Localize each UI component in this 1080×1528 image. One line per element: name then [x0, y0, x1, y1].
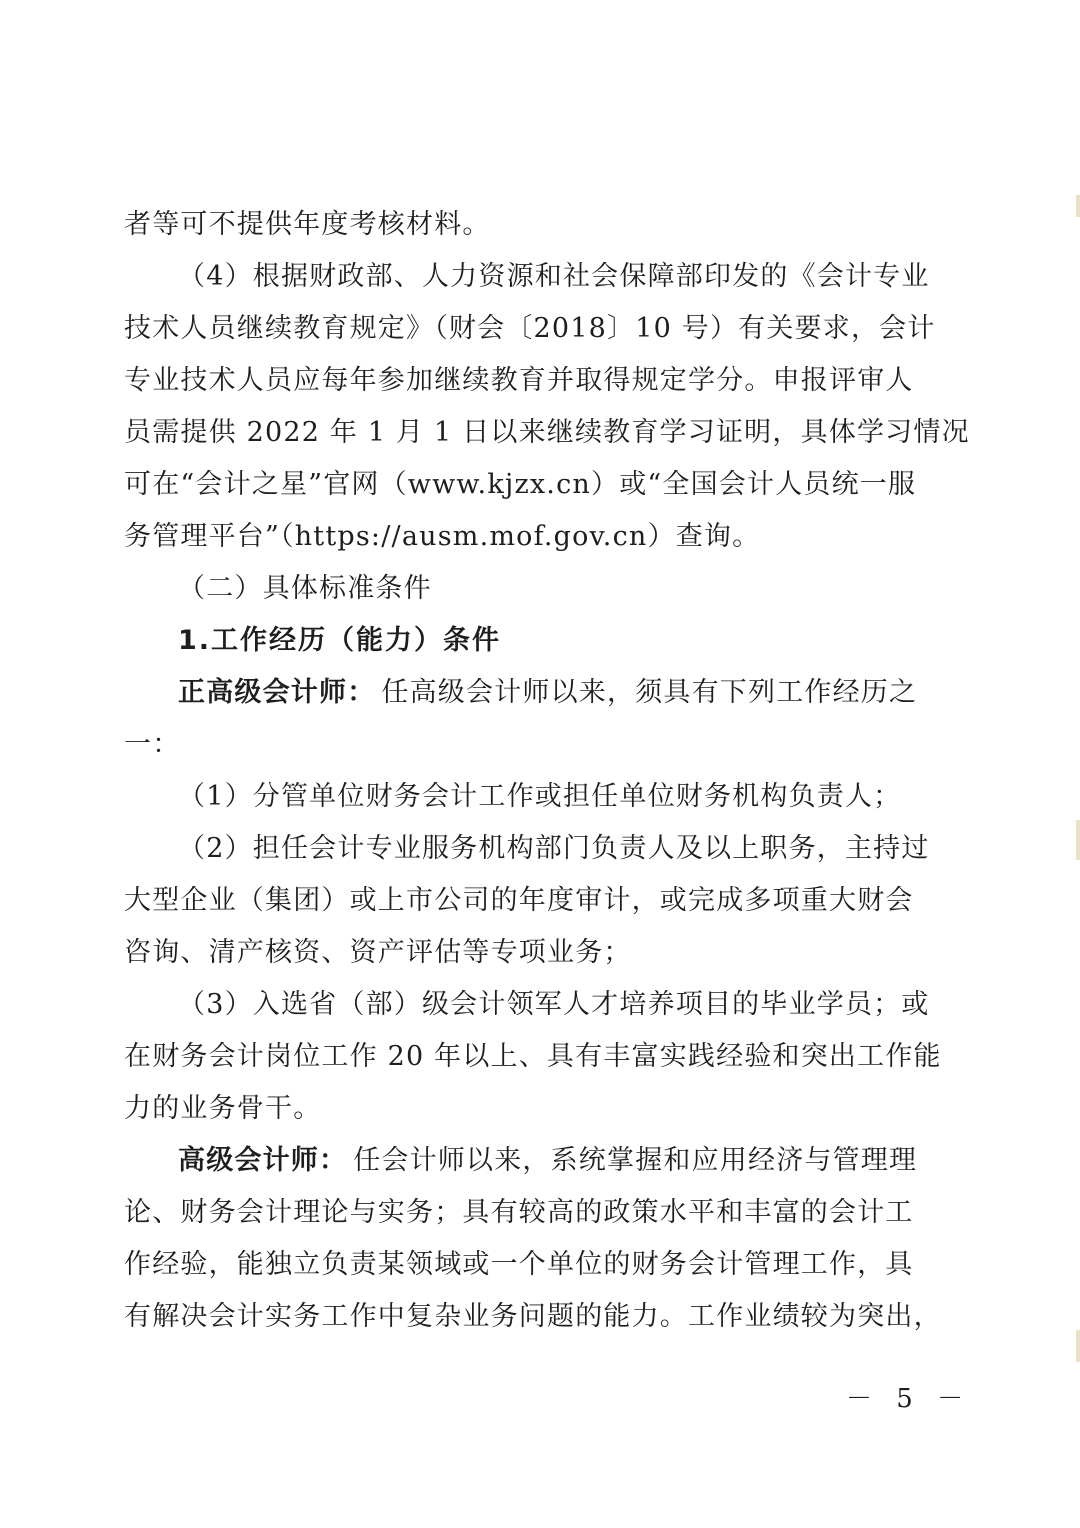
- paragraph-line: 可在“会计之星”官网（www.kjzx.cn）或“全国会计人员统一服: [124, 469, 917, 500]
- paragraph-line: 员需提供 2022 年 1 月 1 日以来继续教育学习证明，具体学习情况: [124, 417, 970, 448]
- paragraph-line: 大型企业（集团）或上市公司的年度审计，或完成多项重大财会: [124, 885, 914, 916]
- page-number: － 5 －: [846, 1384, 972, 1414]
- high-accountant-label: 高级会计师：: [178, 1145, 348, 1176]
- senior-accountant-paragraph: [178, 673, 918, 713]
- paragraph-line: （2）担任会计专业服务机构部门负责人及以上职务，主持过: [178, 833, 930, 864]
- senior-accountant-text: 任高级会计师以来，须具有下列工作经历之: [381, 677, 918, 708]
- scan-edge-mark: [1076, 820, 1080, 860]
- paragraph-line: 力的业务骨干。: [124, 1093, 322, 1124]
- scan-edge-mark: [1076, 195, 1080, 217]
- paragraph-line: （3）入选省（部）级会计领军人才培养项目的毕业学员；或: [178, 989, 930, 1020]
- senior-accountant-label: 正高级会计师：: [178, 677, 376, 708]
- high-accountant-text: 任会计师以来，系统掌握和应用经济与管理理: [353, 1145, 918, 1176]
- paragraph-line: 一：: [124, 729, 181, 760]
- paragraph-line: 者等可不提供年度考核材料。: [124, 209, 491, 240]
- paragraph-line: （1）分管单位财务会计工作或担任单位财务机构负责人；: [178, 781, 902, 812]
- paragraph-line: （4）根据财政部、人力资源和社会保障部印发的《会计专业: [178, 261, 930, 292]
- paragraph-line: 在财务会计岗位工作 20 年以上、具有丰富实践经验和突出工作能: [124, 1041, 942, 1072]
- high-accountant-paragraph: [178, 1141, 918, 1181]
- paragraph-line: 作经验，能独立负责某领域或一个单位的财务会计管理工作，具: [124, 1249, 914, 1280]
- paragraph-line: 咨询、清产核资、资产评估等专项业务；: [124, 937, 632, 968]
- subsection-heading: 1.工作经历（能力）条件: [178, 625, 502, 656]
- scan-edge-mark: [1076, 1330, 1080, 1362]
- section-heading: （二）具体标准条件: [178, 573, 432, 604]
- paragraph-line: 有解决会计实务工作中复杂业务问题的能力。工作业绩较为突出，: [124, 1301, 942, 1332]
- paragraph-line: 专业技术人员应每年参加继续教育并取得规定学分。申报评审人: [124, 365, 914, 396]
- paragraph-line: 论、财务会计理论与实务；具有较高的政策水平和丰富的会计工: [124, 1197, 914, 1228]
- paragraph-line: 技术人员继续教育规定》（财会〔2018〕10 号）有关要求，会计: [124, 313, 936, 344]
- paragraph-line: 务管理平台”（https://ausm.mof.gov.cn）查询。: [124, 521, 761, 552]
